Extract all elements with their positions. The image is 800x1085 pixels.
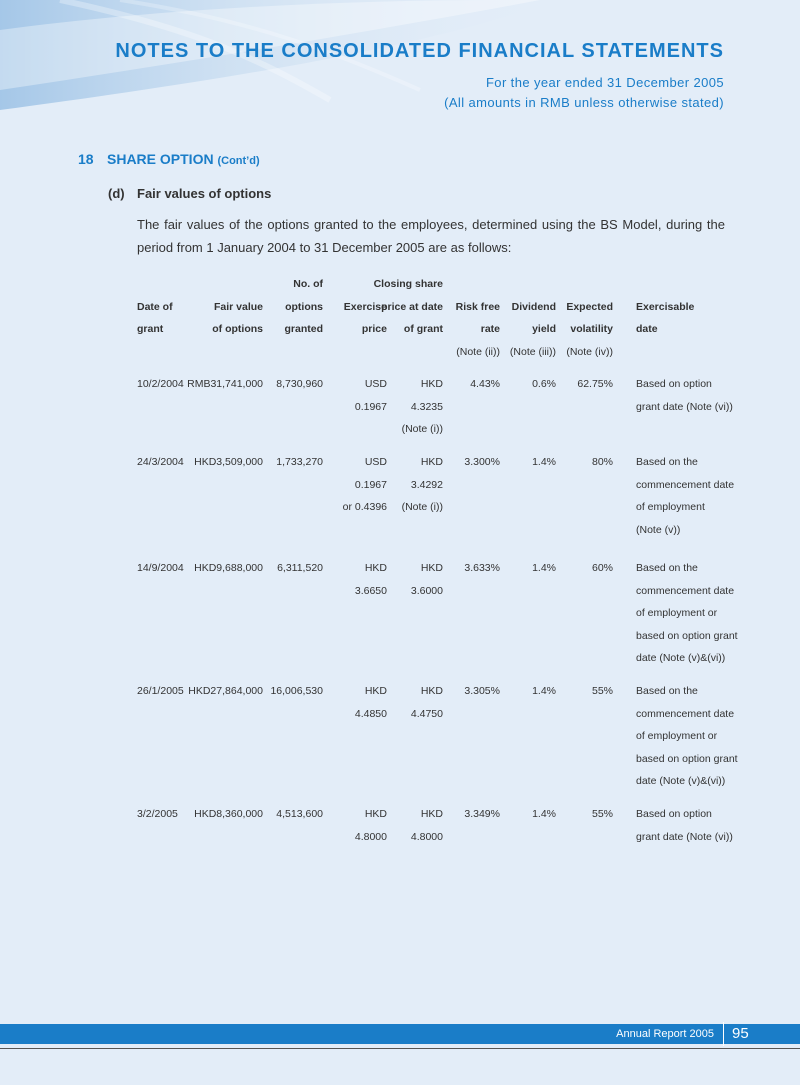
table-header-cell: Expected [566,300,613,313]
table-cell-closing-price: HKD [420,562,443,574]
table-cell-exercise-price: HKD [364,808,387,820]
table-header-cell: of options [212,323,263,336]
table-cell-exercisable-date: commencement date [636,478,735,491]
table-cell-exercisable-date: of employment or [636,730,718,743]
table-cell-options: 6,311,520 [277,562,323,574]
table-cell-risk-free-rate: 3.305% [464,685,500,697]
table-cell-options: 8,730,960 [276,378,323,390]
table-header-cell: Exercisable [636,300,695,313]
table-cell-exercisable-date: of employment or [636,607,718,620]
table-cell-dividend-yield: 0.6% [532,378,556,390]
table-cell-exercisable-date: Based on the [636,456,698,468]
table-cell-volatility: 62.75% [577,378,613,390]
table-cell-exercisable-date: Based on option [636,808,712,820]
table-header-cell: Exercise [343,300,387,313]
table-header-cell: Closing share [373,278,443,290]
table-cell-options: 16,006,530 [270,685,323,697]
table-header-cell: yield [532,323,556,336]
subsection-label: (d) [108,186,125,201]
table-cell-closing-price: HKD [420,456,443,468]
table-cell-exercisable-date: date (Note (v)&(vi)) [636,775,726,788]
table-cell-volatility: 55% [591,808,613,820]
table-cell-closing-price: (Note (i)) [401,423,443,436]
table-cell-volatility: 80% [591,456,613,468]
table-cell-exercisable-date: date (Note (v)&(vi)) [636,652,726,665]
table-header-cell: options [285,300,323,313]
table-header-cell: grant [137,323,164,336]
subsection-heading [108,186,271,201]
intro-paragraph: The fair values of the options granted to the employees, determined using the BS Model, during the period from 1 January 2004 to 31 December 2005 are as follows: [137,217,725,255]
table-cell-closing-price: HKD [420,685,443,697]
table-cell-exercise-price: USD [364,378,387,390]
table-cell-exercisable-date: Based on the [636,685,698,697]
table-cell-options: 4,513,600 [276,808,323,820]
table-cell-fair-value: HKD27,864,000 [188,685,263,697]
table-cell-fair-value: RMB31,741,000 [187,378,263,390]
table-header-cell: granted [284,323,323,336]
table-cell-date: 10/2/2004 [137,378,184,390]
table-cell-closing-price: HKD [420,808,443,820]
table-cell-date: 3/2/2005 [137,808,178,820]
table-cell-exercisable-date: commencement date [636,584,735,597]
subsection-title: Fair values of options [137,186,272,201]
table-cell-closing-price: 4.4750 [410,707,443,720]
table-header-cell: (Note (iii)) [509,345,556,358]
table-cell-fair-value: HKD9,688,000 [194,562,263,574]
table-cell-risk-free-rate: 4.43% [470,378,500,390]
table-cell-exercise-price: USD [364,456,387,468]
section-cont: (Cont’d) [217,155,260,167]
table-header-cell: Fair value [213,300,263,313]
table-cell-closing-price: 4.8000 [410,830,443,843]
table-cell-closing-price: 3.6000 [410,584,443,597]
table-cell-fair-value: HKD3,509,000 [194,456,263,468]
table-header-cell: date [636,323,658,336]
table-header-cell: price [361,323,387,336]
table-cell-exercisable-date: (Note (v)) [636,523,681,536]
table-header-cell: price at date [381,300,443,313]
table-cell-closing-price: HKD [420,378,443,390]
table-header-cell: (Note (ii)) [456,345,500,358]
footer-rule [0,1048,800,1049]
table-cell-exercise-price: 3.6650 [354,584,387,597]
table-cell-date: 14/9/2004 [137,562,184,574]
table-cell-exercisable-date: of employment [636,501,705,514]
table-cell-fair-value: HKD8,360,000 [194,808,263,820]
table-cell-exercise-price: HKD [364,562,387,574]
table-cell-risk-free-rate: 3.300% [464,456,500,468]
page-subtitle-currency: (All amounts in RMB unless otherwise stated) [444,95,724,110]
table-header-cell: rate [480,323,500,336]
table-cell-exercisable-date: Based on option [636,378,712,390]
table-cell-exercisable-date: commencement date [636,707,735,720]
table-cell-exercise-price: 0.1967 [354,478,387,491]
table-cell-dividend-yield: 1.4% [532,562,556,574]
footer-report-title: Annual Report 2005 [616,1028,714,1040]
table-header-cell: Risk free [455,300,500,313]
table-cell-exercisable-date: based on option grant [636,752,738,765]
table-cell-exercise-price: 4.4850 [354,707,387,720]
table-cell-volatility: 60% [591,562,613,574]
table-header-cell: Dividend [511,300,556,313]
table-cell-dividend-yield: 1.4% [532,808,556,820]
table-cell-exercisable-date: based on option grant [636,629,738,642]
table-cell-exercise-price: or 0.4396 [342,501,387,514]
table-cell-exercisable-date: grant date (Note (vi)) [636,400,733,413]
table-cell-risk-free-rate: 3.633% [464,562,500,574]
table-header-cell: (Note (iv)) [566,345,613,358]
section-title: SHARE OPTION [107,151,214,167]
table-cell-closing-price: 4.3235 [410,400,443,413]
table-cell-exercisable-date: Based on the [636,562,698,574]
table-header-cell: No. of [293,278,323,290]
section-heading [78,151,260,167]
table-cell-closing-price: 3.4292 [410,478,443,491]
table-header-cell: volatility [570,323,613,336]
table-cell-volatility: 55% [591,685,613,697]
table-cell-exercisable-date: grant date (Note (vi)) [636,830,733,843]
table-header-cell: Date of [137,300,173,313]
table-cell-exercise-price: 4.8000 [354,830,387,843]
table-cell-date: 24/3/2004 [137,456,184,468]
table-cell-dividend-yield: 1.4% [532,685,556,697]
table-cell-date: 26/1/2005 [137,685,184,697]
table-cell-dividend-yield: 1.4% [532,456,556,468]
table-cell-options: 1,733,270 [276,456,323,468]
section-number: 18 [78,151,94,167]
page-title: NOTES TO THE CONSOLIDATED FINANCIAL STATEMENTS [115,40,724,62]
table-header-cell: of grant [403,323,443,336]
footer-separator [723,1022,724,1046]
page-subtitle-period: For the year ended 31 December 2005 [485,75,724,90]
page-number: 95 [732,1025,749,1042]
table-cell-exercise-price: HKD [364,685,387,697]
table-cell-exercise-price: 0.1967 [354,400,387,413]
table-cell-closing-price: (Note (i)) [401,501,443,514]
table-cell-risk-free-rate: 3.349% [464,808,500,820]
